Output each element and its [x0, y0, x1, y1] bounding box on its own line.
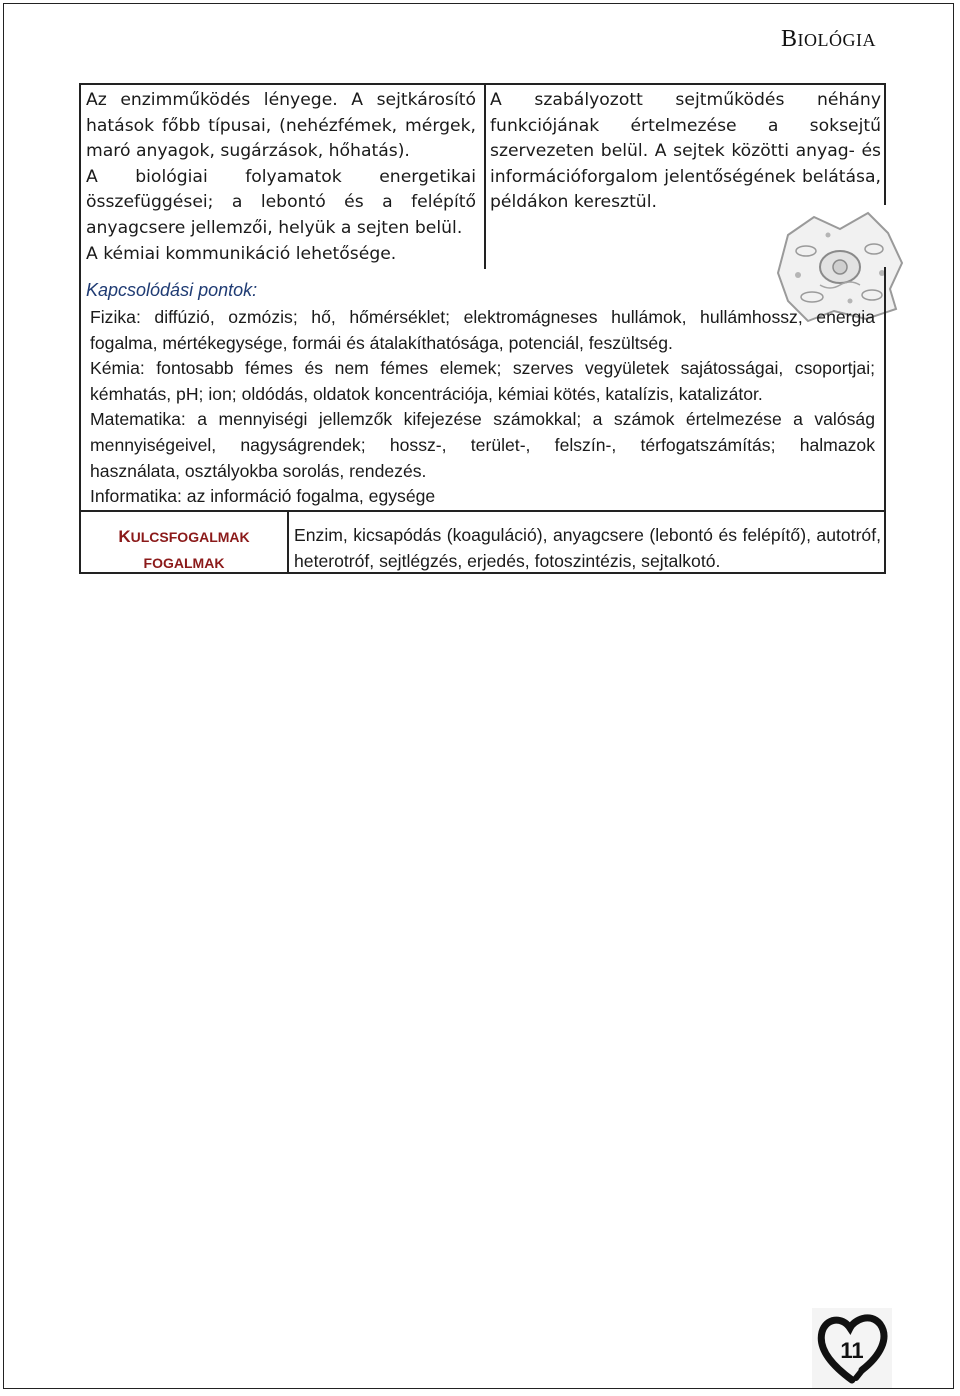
- key-concepts-label: [81, 524, 287, 576]
- page-number: 11: [840, 1338, 864, 1363]
- key-concepts-text: Enzim, kicsapódás (koaguláció), anyagcsere (lebontó és felépítő), autotróf, heterotróf, sejtlégzés, erjedés, fotoszintézis, sejtalkotó.: [294, 525, 881, 571]
- connection-line-math: használata, osztályokba sorolás, rendezés.: [90, 460, 427, 481]
- connection-line-math: Matematika: a mennyiségi jellemzők kifejezése számokkal; a számok értelmezése a valóság: [90, 409, 875, 430]
- connections-heading: Kapcsolódási pontok:: [86, 280, 258, 300]
- key-table-divider: [287, 512, 289, 574]
- table-column-divider: [484, 85, 486, 269]
- left-cell-paragraph: Az enzimműködés lényege. A sejtkárosító hatások főbb típusai, (nehézfémek, mérgek, maró anyagok, sugárzások, hőhatás).: [86, 90, 476, 162]
- connection-line-chemistry: Kémia: fontosabb fémes és nem fémes elemek; szerves vegyületek sajátosságai, csoportjai;: [90, 358, 875, 379]
- requirements-left-cell: [86, 88, 476, 267]
- key-concepts-label-line1: [81, 524, 287, 550]
- connections-body: [90, 305, 875, 510]
- connection-line-physics: Fizika: diffúzió, ozmózis; hő, hőmérséklet; elektromágneses hullámok, hullámhossz, energia: [90, 307, 875, 327]
- requirements-table: [79, 83, 886, 267]
- right-cell-paragraph: A szabályozott sejtműködés néhány funkciójának értelmezése a soksejtű szervezeten belül. A sejtek közötti anyag- és információforgalom jelentőségének belátása, példákon keresztül.: [490, 90, 881, 213]
- connection-line-physics: fogalma, mértékegysége, formái és átalakíthatósága, potenciál, feszültség.: [90, 332, 673, 353]
- key-label-rest: ULCSFOGALMAK: [130, 529, 250, 545]
- key-concepts-label-line2: FOGALMAK: [143, 555, 225, 571]
- connection-line-informatics: Informatika: az információ fogalma, egysége: [90, 486, 436, 507]
- header-title-rest: IOLÓGIA: [797, 30, 876, 50]
- key-label-initial: K: [118, 527, 131, 546]
- page-header-title: [781, 26, 876, 53]
- left-cell-paragraph: A kémiai kommunikáció lehetősége.: [86, 243, 397, 264]
- left-cell-paragraph: A biológiai folyamatok energetikai összefüggései; a lebontó és a felépítő anyagcsere jellemzői, helyük a sejten belül.: [86, 166, 476, 238]
- key-concepts-table: [79, 510, 886, 574]
- connection-line-chemistry: kémhatás, pH; ion; oldódás, oldatok koncentrációja, kémiai kötés, katalízis, katalizátor.: [90, 383, 763, 404]
- connection-line-math: mennyiségeivel, nagyságrendek; hossz-, terület-, felszín-, térfogatszámítás; halmazok: [90, 434, 875, 455]
- requirements-right-cell: [490, 88, 881, 216]
- header-title-initial: B: [781, 26, 798, 52]
